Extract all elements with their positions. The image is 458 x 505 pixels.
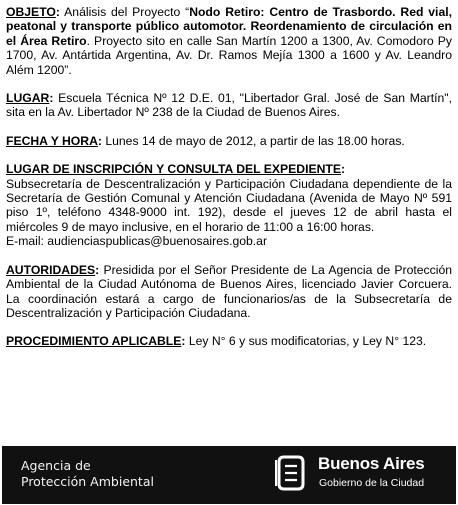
objeto-project-title: Nodo Retiro: Centro de Trasbordo. Red vial, peatonal y transporte público automotor. Reordenamiento de circulación en el Área Retiro (6, 5, 452, 48)
procedimiento-text: Ley N° 6 y sus modificatorias, y Ley N° 123. (188, 334, 427, 349)
section-objeto: OBJETO: Análisis del Proyecto “Nodo Retiro: Centro de Trasbordo. Red vial, peatonal y transporte público automotor. Reordenamiento de circulación en el Área Retiro. Proyecto sito en calle San Martín 1200 a 1300, Av. Comodoro Py 1700, Av. Antártida Argentina, Av. Dr. Ramos Mejía 1300 a 1600 y Av. Leandro Além 1200”. (6, 5, 452, 77)
section-procedimiento: PROCEDIMIENTO APLICABLE: Ley N° 6 y sus modificatorias, y Ley N° 123. (6, 334, 427, 349)
footer (0, 445, 458, 505)
buenos-aires-logo (273, 454, 443, 494)
inscripcion-email[interactable]: E-mail: audienciaspublicas@buenosaires.gob.ar (6, 234, 268, 249)
lugar-text: Escuela Técnica Nº 12 D.E. 01, "Libertador Gral. José de San Martín", sita en la Av. Libertador Nº 238 de la Ciudad de Buenos Aires. (6, 91, 452, 120)
agency-logo-text (21, 458, 154, 490)
lugar-label: LUGAR (6, 91, 50, 106)
city-name: Buenos Aires (318, 454, 425, 473)
objeto-rest: . Proyecto sito en calle San Martín 1200 a 1300, Av. Comodoro Py 1700, Av. Antártida Argentina, Av. Dr. Ramos Mejía 1300 a 1600 y Av. Leandro Além 1200”. (6, 33, 452, 77)
section-fecha: FECHA Y HORA: Lunes 14 de mayo de 2012, a partir de las 18.00 horas. (6, 133, 405, 148)
agency-line-1: Agencia de (21, 458, 91, 473)
section-lugar: LUGAR: Escuela Técnica Nº 12 D.E. 01, "Libertador Gral. José de San Martín", sita en la Av. Libertador Nº 238 de la Ciudad de Buenos Aires. (6, 91, 452, 120)
inscripcion-label: LUGAR DE INSCRIPCIÓN Y CONSULTA DEL EXPEDIENTE (6, 162, 341, 177)
agency-line-2: Protección Ambiental (21, 474, 154, 489)
fecha-text: Lunes 14 de mayo de 2012, a partir de las 18.00 horas. (105, 133, 405, 148)
fecha-label: FECHA Y HORA (6, 133, 98, 148)
autoridades-label: AUTORIDADES (6, 262, 96, 277)
footer-bar (2, 446, 456, 504)
objeto-label: OBJETO (6, 5, 56, 19)
procedimiento-label: PROCEDIMIENTO APLICABLE (6, 334, 182, 349)
section-inscripcion: LUGAR DE INSCRIPCIÓN Y CONSULTA DEL EXPEDIENTE: Subsecretaría de Descentralización y Participación Ciudadana dependiente de la Secretaría de Gestión Comunal y Atención Ciudadana (Avenida de Mayo Nº 591 piso 1º, teléfono 4348-9000 int. 192), desde el jueves 12 de abril hasta el miércoles 9 de mayo inclusive, en el horario de 11:00 a 16:00 horas. E-mail: audienciaspublicas@buenosaires.gob.ar (6, 162, 452, 249)
inscripcion-text: Subsecretaría de Descentralización y Participación Ciudadana dependiente de la Secretaría de Gestión Comunal y Atención Ciudadana (Avenida de Mayo Nº 591 piso 1º, teléfono 4348-9000 int. 192), desde el jueves 12 de abril hasta el miércoles 9 de mayo inclusive, en el horario de 11:00 a 16:00 horas. (6, 176, 452, 234)
objeto-intro: Análisis del Proyecto “ (64, 5, 190, 19)
notice-body (6, 5, 452, 362)
buenos-aires-emblem-icon (273, 454, 309, 492)
section-autoridades: AUTORIDADES: Presidida por el Señor Presidente de La Agencia de Protección Ambiental de la Ciudad Autónoma de Buenos Aires, licenciado Javier Corcuera. La coordinación estará a cargo de funcionarios/as de la Subsecretaría de Descentralización y Participación Ciudadana. (6, 262, 452, 320)
city-subtitle: Gobierno de la Ciudad (319, 477, 425, 489)
autoridades-text: Presidida por el Señor Presidente de La Agencia de Protección Ambiental de la Ciudad Autónoma de Buenos Aires, licenciado Javier Corcuera. La coordinación estará a cargo de funcionarios/as de la Subsecretaría de Descentralización y Participación Ciudadana. (6, 262, 452, 320)
